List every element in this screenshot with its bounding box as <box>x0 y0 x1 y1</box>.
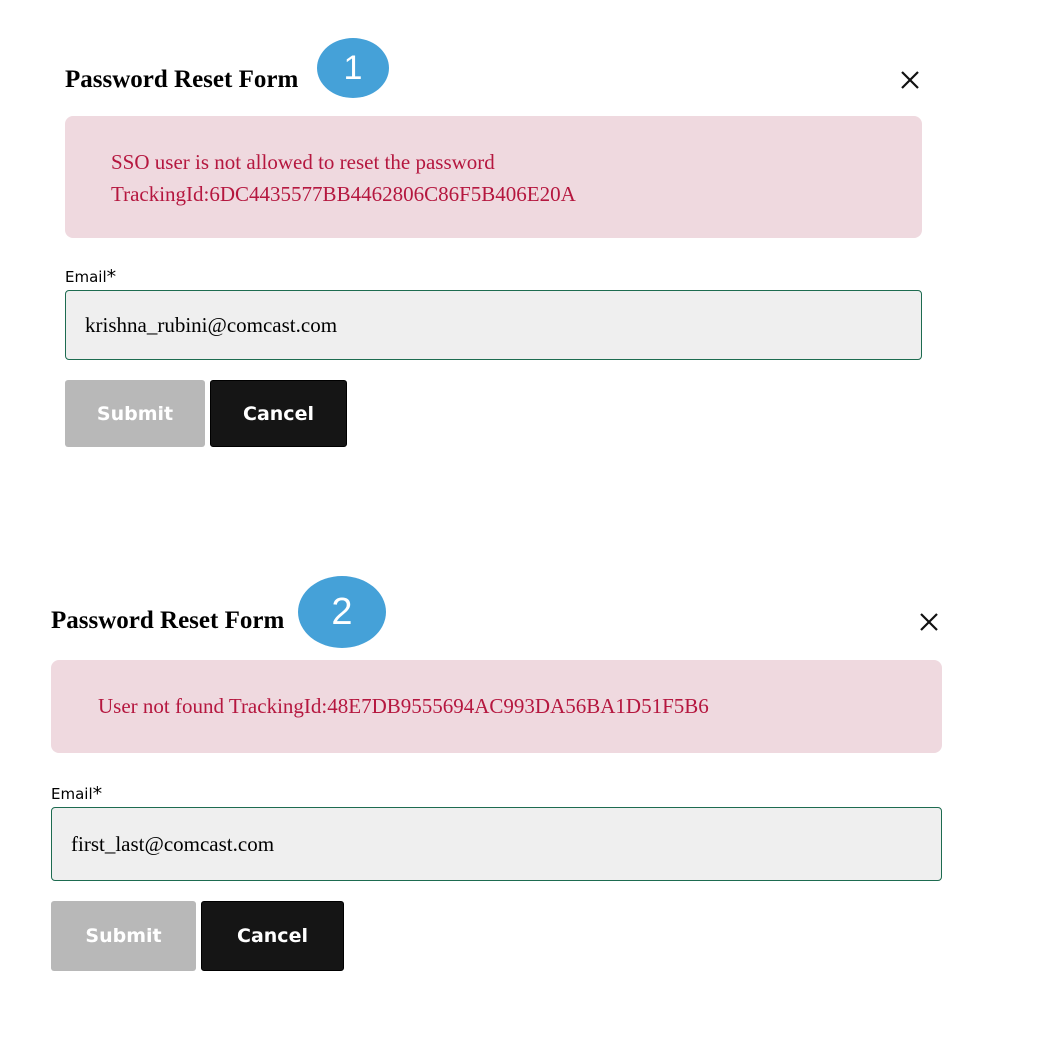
close-icon[interactable] <box>918 611 940 633</box>
email-input[interactable] <box>65 290 922 360</box>
email-label <box>51 782 102 804</box>
close-icon[interactable] <box>899 69 921 91</box>
password-reset-form-1 <box>65 36 922 456</box>
form-title: Password Reset Form <box>65 66 299 93</box>
error-alert <box>51 660 942 753</box>
cancel-button[interactable]: Cancel <box>210 380 347 447</box>
cancel-button[interactable]: Cancel <box>201 901 344 971</box>
alert-message-line: SSO user is not allowed to reset the password <box>111 150 495 174</box>
error-alert <box>65 116 922 238</box>
submit-button[interactable]: Submit <box>51 901 196 971</box>
email-input[interactable] <box>51 807 942 881</box>
submit-button[interactable]: Submit <box>65 380 205 447</box>
required-mark: * <box>92 783 103 805</box>
step-badge: 2 <box>298 576 386 648</box>
alert-message-line: TrackingId:6DC4435577BB4462806C86F5B406E20A <box>111 182 576 206</box>
email-label-text: Email <box>65 268 107 286</box>
alert-message-line: User not found TrackingId:48E7DB9555694AC993DA56BA1D51F5B6 <box>98 694 709 718</box>
password-reset-form-2 <box>51 576 942 976</box>
step-badge: 1 <box>317 38 389 98</box>
required-mark: * <box>106 266 117 288</box>
form-title: Password Reset Form <box>51 607 285 634</box>
email-label <box>65 265 116 287</box>
email-label-text: Email <box>51 785 93 803</box>
